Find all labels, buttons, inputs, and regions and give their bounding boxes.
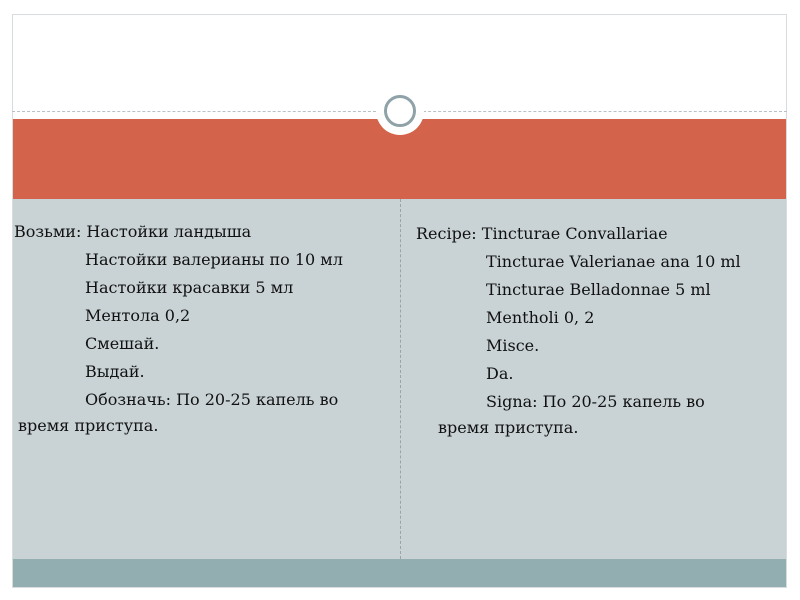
footer-bar bbox=[13, 559, 786, 587]
ring-ornament-icon bbox=[384, 95, 416, 127]
prescription-line-valerian: Настойки валерианы по 10 мл bbox=[85, 250, 343, 269]
recipe-line-signa-cont: время приступа. bbox=[438, 418, 579, 437]
prescription-line-belladonna: Настойки красавки 5 мл bbox=[85, 278, 294, 297]
recipe-line-valerianae: Tincturae Valerianae ana 10 ml bbox=[486, 252, 741, 271]
prescription-line-take: Возьми: Настойки ландыша bbox=[14, 222, 252, 241]
prescription-line-menthol: Ментола 0,2 bbox=[85, 306, 191, 325]
column-divider bbox=[400, 199, 401, 559]
recipe-line-belladonnae: Tincturae Belladonnae 5 ml bbox=[486, 280, 711, 299]
prescription-line-mix: Смешай. bbox=[85, 334, 160, 353]
recipe-line-mentholi: Mentholi 0, 2 bbox=[486, 308, 595, 327]
recipe-line-da: Da. bbox=[486, 364, 514, 383]
recipe-line-recipe: Recipe: Tincturae Convallariae bbox=[416, 224, 668, 243]
recipe-line-misce: Misce. bbox=[486, 336, 540, 355]
recipe-line-signa: Signa: По 20-25 капель во bbox=[486, 392, 705, 411]
prescription-line-label-cont: время приступа. bbox=[18, 416, 159, 435]
prescription-line-label: Обозначь: По 20-25 капель во bbox=[85, 390, 339, 409]
prescription-line-give: Выдай. bbox=[85, 362, 145, 381]
